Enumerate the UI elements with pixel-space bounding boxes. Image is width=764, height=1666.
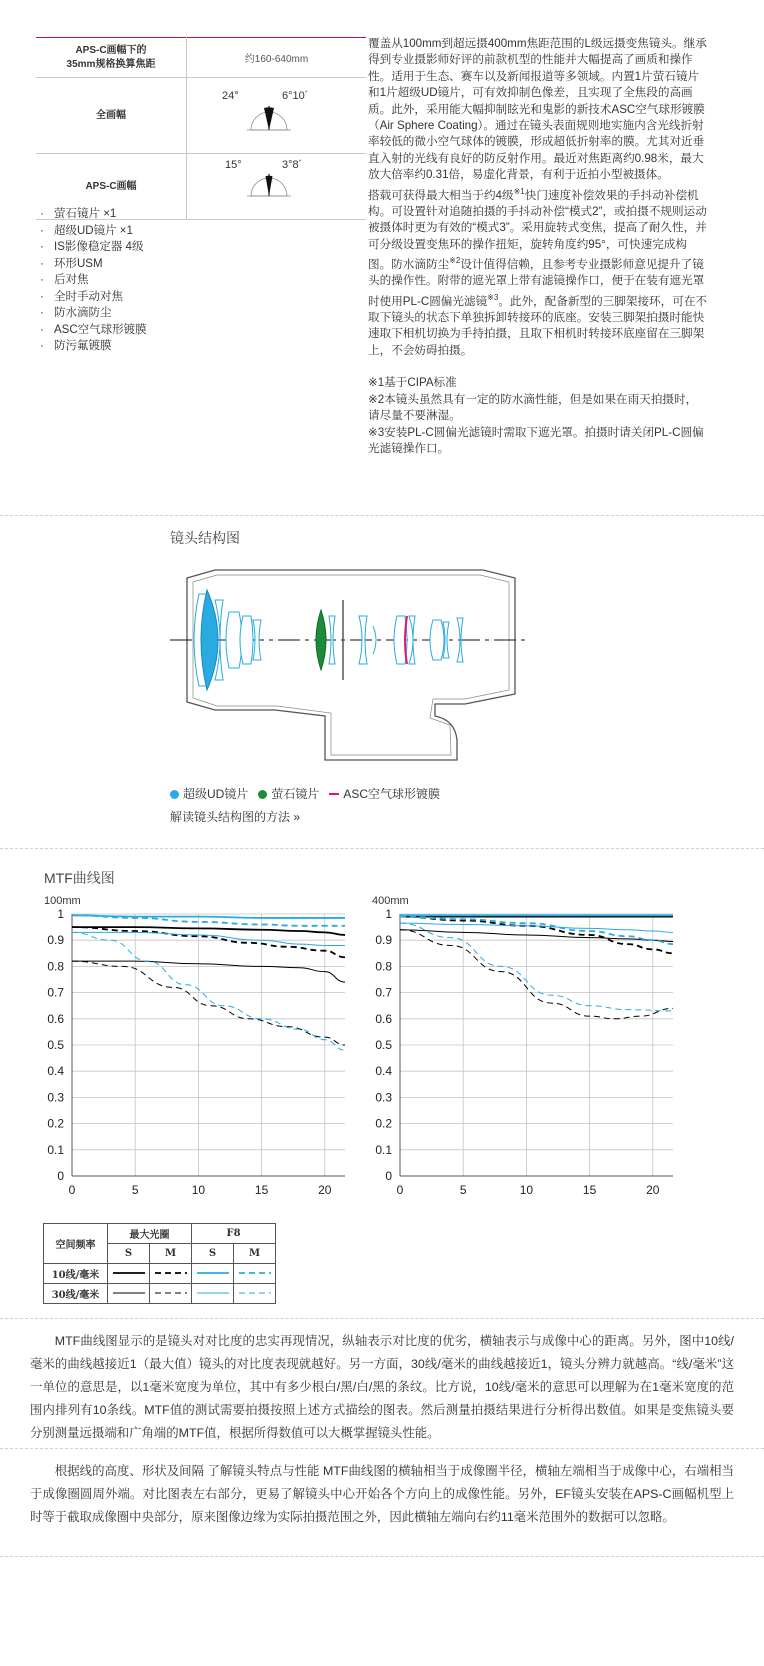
legend-line-black-dashed-thick [150,1264,192,1284]
section-divider [0,515,764,516]
y-tick-label: 0.4 [47,1064,64,1079]
mtf-series-line [72,961,345,1045]
feature-item: · 防水滴防尘 [40,305,147,322]
y-tick-label: 0.1 [47,1142,64,1157]
wide-angle-label: 24° [222,90,239,102]
spec-row-focal [36,38,366,78]
legend-line-blue-dashed-thin [234,1284,276,1304]
y-tick-label: 0.8 [47,959,64,974]
section-divider [0,848,764,849]
y-tick-label: 0.9 [47,933,64,948]
mtf-series-line [400,930,673,1019]
footnote-1: ※1基于CIPA标准 [368,376,457,390]
legend-dot-icon [170,790,179,799]
fluorite-element [316,610,326,670]
y-tick-label: 0 [57,1169,64,1183]
lens-legend [170,785,440,802]
product-description [368,36,708,457]
freq-header: 空间频率 [44,1224,108,1264]
feature-item: · 防污氟镀膜 [40,338,147,355]
super-ud-element [201,590,218,690]
row-10lines: 10线/毫米 [44,1264,108,1284]
lens-construction-diagram [165,560,535,770]
feature-item: · 后对焦 [40,272,147,289]
x-tick-label: 15 [582,1183,597,1197]
lens-diagram-title: 镜头结构图 [170,530,240,546]
spec-label-apsc: APS-C画幅 [36,154,187,220]
y-tick-label: 0.5 [375,1038,392,1052]
legend-line-blue-solid-thick [192,1264,234,1284]
y-tick-label: 0.7 [375,985,392,1000]
y-tick-label: 0.7 [47,985,64,1000]
x-tick-label: 0 [68,1183,76,1197]
meridional-header: M [150,1244,192,1264]
x-tick-label: 20 [318,1183,332,1197]
mtf-charts [0,890,764,1210]
mtf-series-line [72,961,345,982]
y-tick-label: 0.6 [47,1011,64,1026]
x-tick-label: 15 [254,1183,269,1197]
y-tick-label: 0.8 [375,959,392,974]
x-tick-label: 10 [519,1183,534,1197]
description-paragraph-1: 覆盖从100mm到超远摄400mm焦距范围的L级远摄变焦镜头。继承得到专业摄影师好评的前款机型的性能并大幅提高了画质和操作性。适用于生态、赛车以及新闻报道等多领域。内置1片萤石镜片和1片超级UD镜片，可有效抑制色像差，且实现了全焦段的高画质。此外，采用能大幅抑制眩光和鬼影的新技术ASC空气球形镀膜（Air Sphere Coating）。通过在镜头表面规则地实施内含光线折射率较低的微小空气球体的镀膜，形成超低折射率的膜。尤其对近垂直入射的光线有良好的防反射作用。最近对焦距离约0.98米，最大放大倍率约0.31倍，易虚化背景，有利于近拍小型被摄体。 [368,37,707,182]
spec-value-focal: 约160-640mm [187,38,367,78]
legend-line-blue-solid-thin [192,1284,234,1304]
mtf-series-line [400,923,673,932]
mtf-legend-table [43,1223,276,1304]
legend-item-asc: ASC空气球形镀膜 [329,785,440,802]
y-tick-label: 0 [385,1169,392,1183]
section-divider [0,1556,764,1557]
section-divider [0,1448,764,1449]
y-tick-label: 0.1 [375,1142,392,1157]
legend-line-black-dashed-thin [150,1284,192,1304]
spec-angle-fullframe [187,78,367,154]
y-tick-label: 1 [57,907,64,921]
max-aperture-header: 最大光圈 [108,1224,192,1244]
chart-title: 400mm [372,895,409,907]
legend-item-super-ud: 超级UD镜片 [170,785,248,802]
x-tick-label: 10 [191,1183,206,1197]
lens-diagram-help-link[interactable]: 解读镜头结构图的方法 » [170,810,301,824]
legend-dot-icon [258,790,267,799]
x-tick-label: 20 [646,1183,660,1197]
wide-angle-label: 15° [225,159,242,171]
section-divider [0,1318,764,1319]
spec-angle-apsc [187,154,367,220]
row-30lines: 30线/毫米 [44,1284,108,1304]
mtf-series-line [72,927,345,935]
mtf-explanation-paragraph-2: 根据线的高度、形状及间隔 了解镜头特点与性能 MTF曲线图的横轴相当于成像圈半径，横轴左端相当于成像中心，右端相当于成像圈圆周外端。对比图表左右部分，更易了解镜头中心开始各个方向上的成像性能。另外，EF镜头安装在APS-C画幅机型上时等于截取成像圈中央部分，原来图像边缘为实际拍摄范围之外，因此横轴左端向右约11毫米范围外的数据可以忽略。 [30,1464,734,1524]
chart-title: 100mm [44,895,81,907]
x-tick-label: 5 [131,1183,139,1197]
footnote-2: ※2本镜头虽然具有一定的防水滴性能，但是如果在雨天拍摄时，请尽量不要淋湿。 [368,392,698,423]
mtf-series-line [72,932,345,1050]
legend-line-black-solid-thick [108,1264,150,1284]
feature-item: · 超级UD镜片 ×1 [40,223,147,240]
y-tick-label: 0.4 [375,1064,392,1079]
feature-list [40,206,147,355]
mtf-explanation-paragraph-1: MTF曲线图显示的是镜头对对比度的忠实再现情况，纵轴表示对比度的优劣，横轴表示与成像中心的距离。另外，图中10线/毫米的曲线越接近1（最大值）镜头的对比度表现就越好。另一方面，30线/毫米的曲线越接近1，镜头分辨力就越高。“线/毫米”这一单位的意思是，以1毫米宽度为单位，其中有多少根白/黑/白/黑的条纹。比方说，10线/毫米的意思可以理解为在1毫米宽度的范围内排列有10条线。MTF值的测试需要拍摄按照上述方式描绘的图表。然后测量拍摄结果进行分析得出数值。如果是变焦镜头要分别测量远摄端和广角端的MTF值，根据所得数值可以大概掌握镜头性能。 [30,1334,734,1440]
y-tick-label: 0.2 [47,1116,64,1131]
feature-item: · 萤石镜片 ×1 [40,206,147,223]
angle-of-view-diagram-fullframe [187,78,366,150]
f8-header: F8 [192,1224,276,1244]
angle-of-view-diagram-apsc [187,154,366,216]
spec-label-focal: APS-C画幅下的 35mm规格换算焦距 [36,38,187,78]
y-tick-label: 0.9 [375,933,392,948]
feature-item: · IS影像稳定器 4级 [40,239,147,256]
mtf-series-line [72,932,345,945]
mtf-title: MTF曲线图 [44,870,115,886]
sagittal-header: S [192,1244,234,1264]
y-tick-label: 0.6 [375,1011,392,1026]
y-tick-label: 0.2 [375,1116,392,1131]
legend-line-blue-dashed-thick [234,1264,276,1284]
feature-item: · 环形USM [40,256,147,273]
description-paragraph-2: 搭载可获得最大相当于约4级$^{※1}$快门速度补偿效果的手抖动补偿机构。可设置针对追随拍摄的手抖动补偿“模式2”，或拍摄不规则运动被摄体时更为有效的“模式3”。采用旋转式变焦，提高了耐久性，并可分级设置变焦环的操作扭矩，旋转角度约95°，可快速完成构图。防水滴防尘$^{※2}$设计值得信赖，且参考专业摄影师意见提升了镜头的操作性。附带的遮光罩上带有滤镜操作口，便于在装有遮光罩时使用PL-C圆偏光滤镜$^{※3}$。此外，配备新型的三脚架接环，可在不取下镜头的状态下单独拆卸转接环的底座。安装三脚架拍摄时能快速取下相机切换为手持拍摄，且取下相机时转接环底座留在三脚架上，不会妨碍拍摄。 [368,186,708,357]
x-tick-label: 5 [459,1183,467,1197]
footnote-3: ※3安装PL-C圆偏光滤镜时需取下遮光罩。拍摄时请关闭PL-C圆偏光滤镜操作口。 [368,425,704,455]
legend-item-fluorite: 萤石镜片 [258,785,319,802]
legend-line-black-solid-thin [108,1284,150,1304]
spec-row-fullframe [36,78,366,154]
sagittal-header: S [108,1244,150,1264]
tele-angle-label: 3°8´ [282,159,303,171]
feature-item: · ASC空气球形镀膜 [40,322,147,339]
y-tick-label: 0.3 [375,1090,392,1105]
tele-angle-label: 6°10´ [282,90,309,102]
spec-table [36,37,366,220]
y-tick-label: 0.5 [47,1038,64,1052]
x-tick-label: 0 [396,1183,404,1197]
meridional-header: M [234,1244,276,1264]
feature-item: · 全时手动对焦 [40,289,147,306]
legend-line-icon [329,793,339,795]
y-tick-label: 1 [385,907,392,921]
y-tick-label: 0.3 [47,1090,64,1105]
spec-label-fullframe: 全画幅 [36,78,187,154]
